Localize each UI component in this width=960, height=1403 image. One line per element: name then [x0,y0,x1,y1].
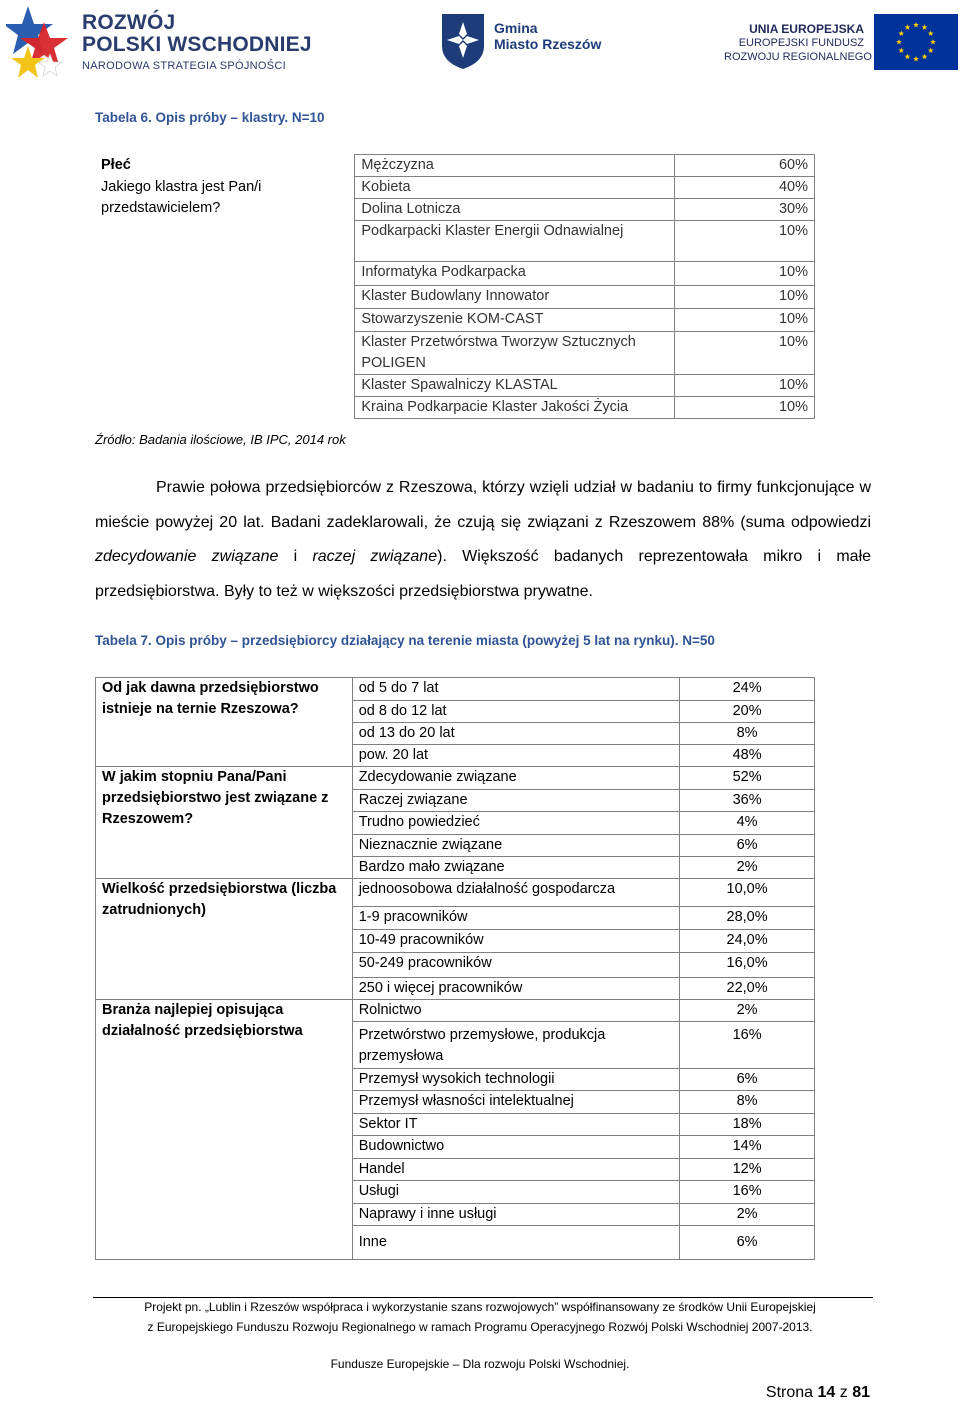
table7-caption: Tabela 7. Opis próby – przedsiębiorcy działający na terenie miasta (powyżej 5 lat na rynku). N=50 [95,633,715,648]
table6-label: Kraina Podkarpacie Klaster Jakości Życia [355,397,675,419]
footer-divider [93,1297,873,1298]
table6-label: Stowarzyszenie KOM-CAST [355,309,675,332]
table7-value: 24% [680,678,815,701]
logo-subtitle: NARODOWA STRATEGIA SPÓJNOŚCI [82,60,286,72]
eu-flag-icon [874,14,958,70]
rozwoj-polski-wschodniej-logo [6,2,312,84]
table6-q2: Jakiego klastra jest Pan/i przedstawicielem? [101,178,262,216]
gmina-line2: Miasto Rzeszów [494,36,602,52]
table6-value: 10% [675,221,815,262]
table7-label: Naprawy i inne usługi [352,1204,679,1226]
table7-label: Handel [352,1159,679,1181]
table7 [95,677,815,1260]
table7-value: 24,0% [680,930,815,953]
table6-label: Dolina Lotnicza [355,199,675,221]
table6-q1: Płeć [101,156,131,173]
gmina-rzeszow-logo [440,12,610,72]
table7-value: 12% [680,1159,815,1181]
table6-source: Źródło: Badania ilościowe, IB IPC, 2014 rok [95,432,346,447]
page-number [766,1384,870,1402]
table7-label: Sektor IT [352,1114,679,1136]
table7-question: W jakim stopniu Pana/Pani przedsiębiorstwo jest związane z Rzeszowem? [96,767,353,879]
gmina-line1: Gmina [494,20,538,36]
table7-label: od 5 do 7 lat [352,678,679,701]
table7-label: od 13 do 20 lat [352,723,679,745]
table7-label: jednoosobowa działalność gospodarcza [352,879,679,907]
table7-question: Wielkość przedsiębiorstwa (liczba zatrudnionych) [96,879,353,1000]
eu-line2: EUROPEJSKI FUNDUSZ [738,37,864,49]
table7-label: Trudno powiedzieć [352,812,679,835]
table7-value: 10,0% [680,879,815,907]
paragraph-part2: i [278,548,313,565]
table6 [95,154,815,419]
footer-line1: Projekt pn. „Lublin i Rzeszów współpraca i wykorzystanie szans rozwojowych” współfinansowany ze środków Unii Europejskiej [144,1300,816,1314]
table7-value: 6% [680,835,815,857]
table6-value: 10% [675,375,815,397]
table7-label: Przemysł wysokich technologii [352,1069,679,1091]
table7-label: Budownictwo [352,1136,679,1159]
table7-value: 28,0% [680,907,815,930]
table7-value: 16,0% [680,953,815,978]
table7-label: pow. 20 lat [352,745,679,767]
table7-value: 14% [680,1136,815,1159]
table7-question: Branża najlepiej opisująca działalność przedsiębiorstwa [96,1000,353,1260]
table7-label: od 8 do 12 lat [352,701,679,723]
paragraph-em2: raczej związane [312,548,438,565]
table7-label: Przemysł własności intelektualnej [352,1091,679,1114]
table7-label: Przetwórstwo przemysłowe, produkcja przemysłowa [352,1022,679,1069]
page-current: 14 [817,1384,836,1401]
table7-label: 250 i więcej pracowników [352,978,679,1000]
table7-value: 20% [680,701,815,723]
table7-value: 18% [680,1114,815,1136]
table7-value: 8% [680,1091,815,1114]
coat-of-arms-icon [440,12,486,70]
table7-value: 2% [680,857,815,879]
table7-label: 10-49 pracowników [352,930,679,953]
table6-value: 10% [675,332,815,375]
table6-label: Klaster Przetwórstwa Tworzyw Sztucznych POLIGEN [355,332,675,375]
table7-value: 6% [680,1226,815,1260]
table7-label: Zdecydowanie związane [352,767,679,790]
table6-value: 10% [675,286,815,309]
star-emblem-icon [6,2,72,84]
table7-value: 16% [680,1022,815,1069]
table7-value: 36% [680,790,815,812]
page-prefix: Strona [765,1384,818,1401]
page-sep: z [835,1384,853,1401]
table7-value: 48% [680,745,815,767]
table6-label: Mężczyzna [355,155,675,177]
table6-value: 10% [675,397,815,419]
table7-value: 16% [680,1181,815,1204]
table6-label: Informatyka Podkarpacka [355,262,675,286]
table7-value: 6% [680,1069,815,1091]
body-paragraph [95,471,871,609]
table6-value: 60% [675,155,815,177]
paragraph-part1: Prawie połowa przedsiębiorców z Rzeszowa, którzy wzięli udział w badaniu to firmy funkcjonujące w mieście powyżej 20 lat. Badani zadeklarowali, że czują się związani z Rzeszowem 88% (suma odpowiedzi [95,479,871,531]
table7-label: Bardzo mało związane [352,857,679,879]
table7-label: 50-249 pracowników [352,953,679,978]
table7-question: Od jak dawna przedsiębiorstwo istnieje na ternie Rzeszowa? [96,678,353,767]
table6-value: 10% [675,309,815,332]
table7-value: 52% [680,767,815,790]
table7-label: Rolnictwo [352,1000,679,1022]
eu-logo [724,14,958,72]
table6-value: 10% [675,262,815,286]
table6-label: Klaster Spawalniczy KLASTAL [355,375,675,397]
table7-value: 4% [680,812,815,835]
table7-label: Raczej związane [352,790,679,812]
table7-value: 2% [680,1204,815,1226]
logo-title-line1: ROZWÓJ [82,11,176,34]
paragraph-em1: zdecydowanie związane [95,548,279,565]
table7-label: Usługi [352,1181,679,1204]
footer-line2: z Europejskiego Funduszu Rozwoju Regionalnego w ramach Programu Operacyjnego Rozwój Polski Wschodniej 2007-2013. [147,1320,813,1334]
table6-label: Kobieta [355,177,675,199]
logo-title-line2: POLSKI WSCHODNIEJ [82,33,312,56]
table7-label: 1-9 pracowników [352,907,679,930]
table6-label: Podkarpacki Klaster Energii Odnawialnej [355,221,675,262]
eu-line3: ROZWOJU REGIONALNEGO [724,51,872,63]
footer-line3: Fundusze Europejskie – Dla rozwoju Polski Wschodniej. [330,1357,630,1371]
table6-label: Klaster Budowlany Innowator [355,286,675,309]
table7-label: Inne [352,1226,679,1260]
table7-value: 8% [680,723,815,745]
table6-caption: Tabela 6. Opis próby – klastry. N=10 [95,110,325,125]
table7-value: 2% [680,1000,815,1022]
table7-value: 22,0% [680,978,815,1000]
table6-value: 40% [675,177,815,199]
paragraph-part3: ). Większość badanych reprezentowała mikro i małe przedsiębiorstwa. Były to też w większości przedsiębiorstwa prywatne. [95,548,872,600]
table6-value: 30% [675,199,815,221]
page-total: 81 [852,1384,870,1401]
table7-label: Nieznacznie związane [352,835,679,857]
eu-line1: UNIA EUROPEJSKA [749,22,864,36]
